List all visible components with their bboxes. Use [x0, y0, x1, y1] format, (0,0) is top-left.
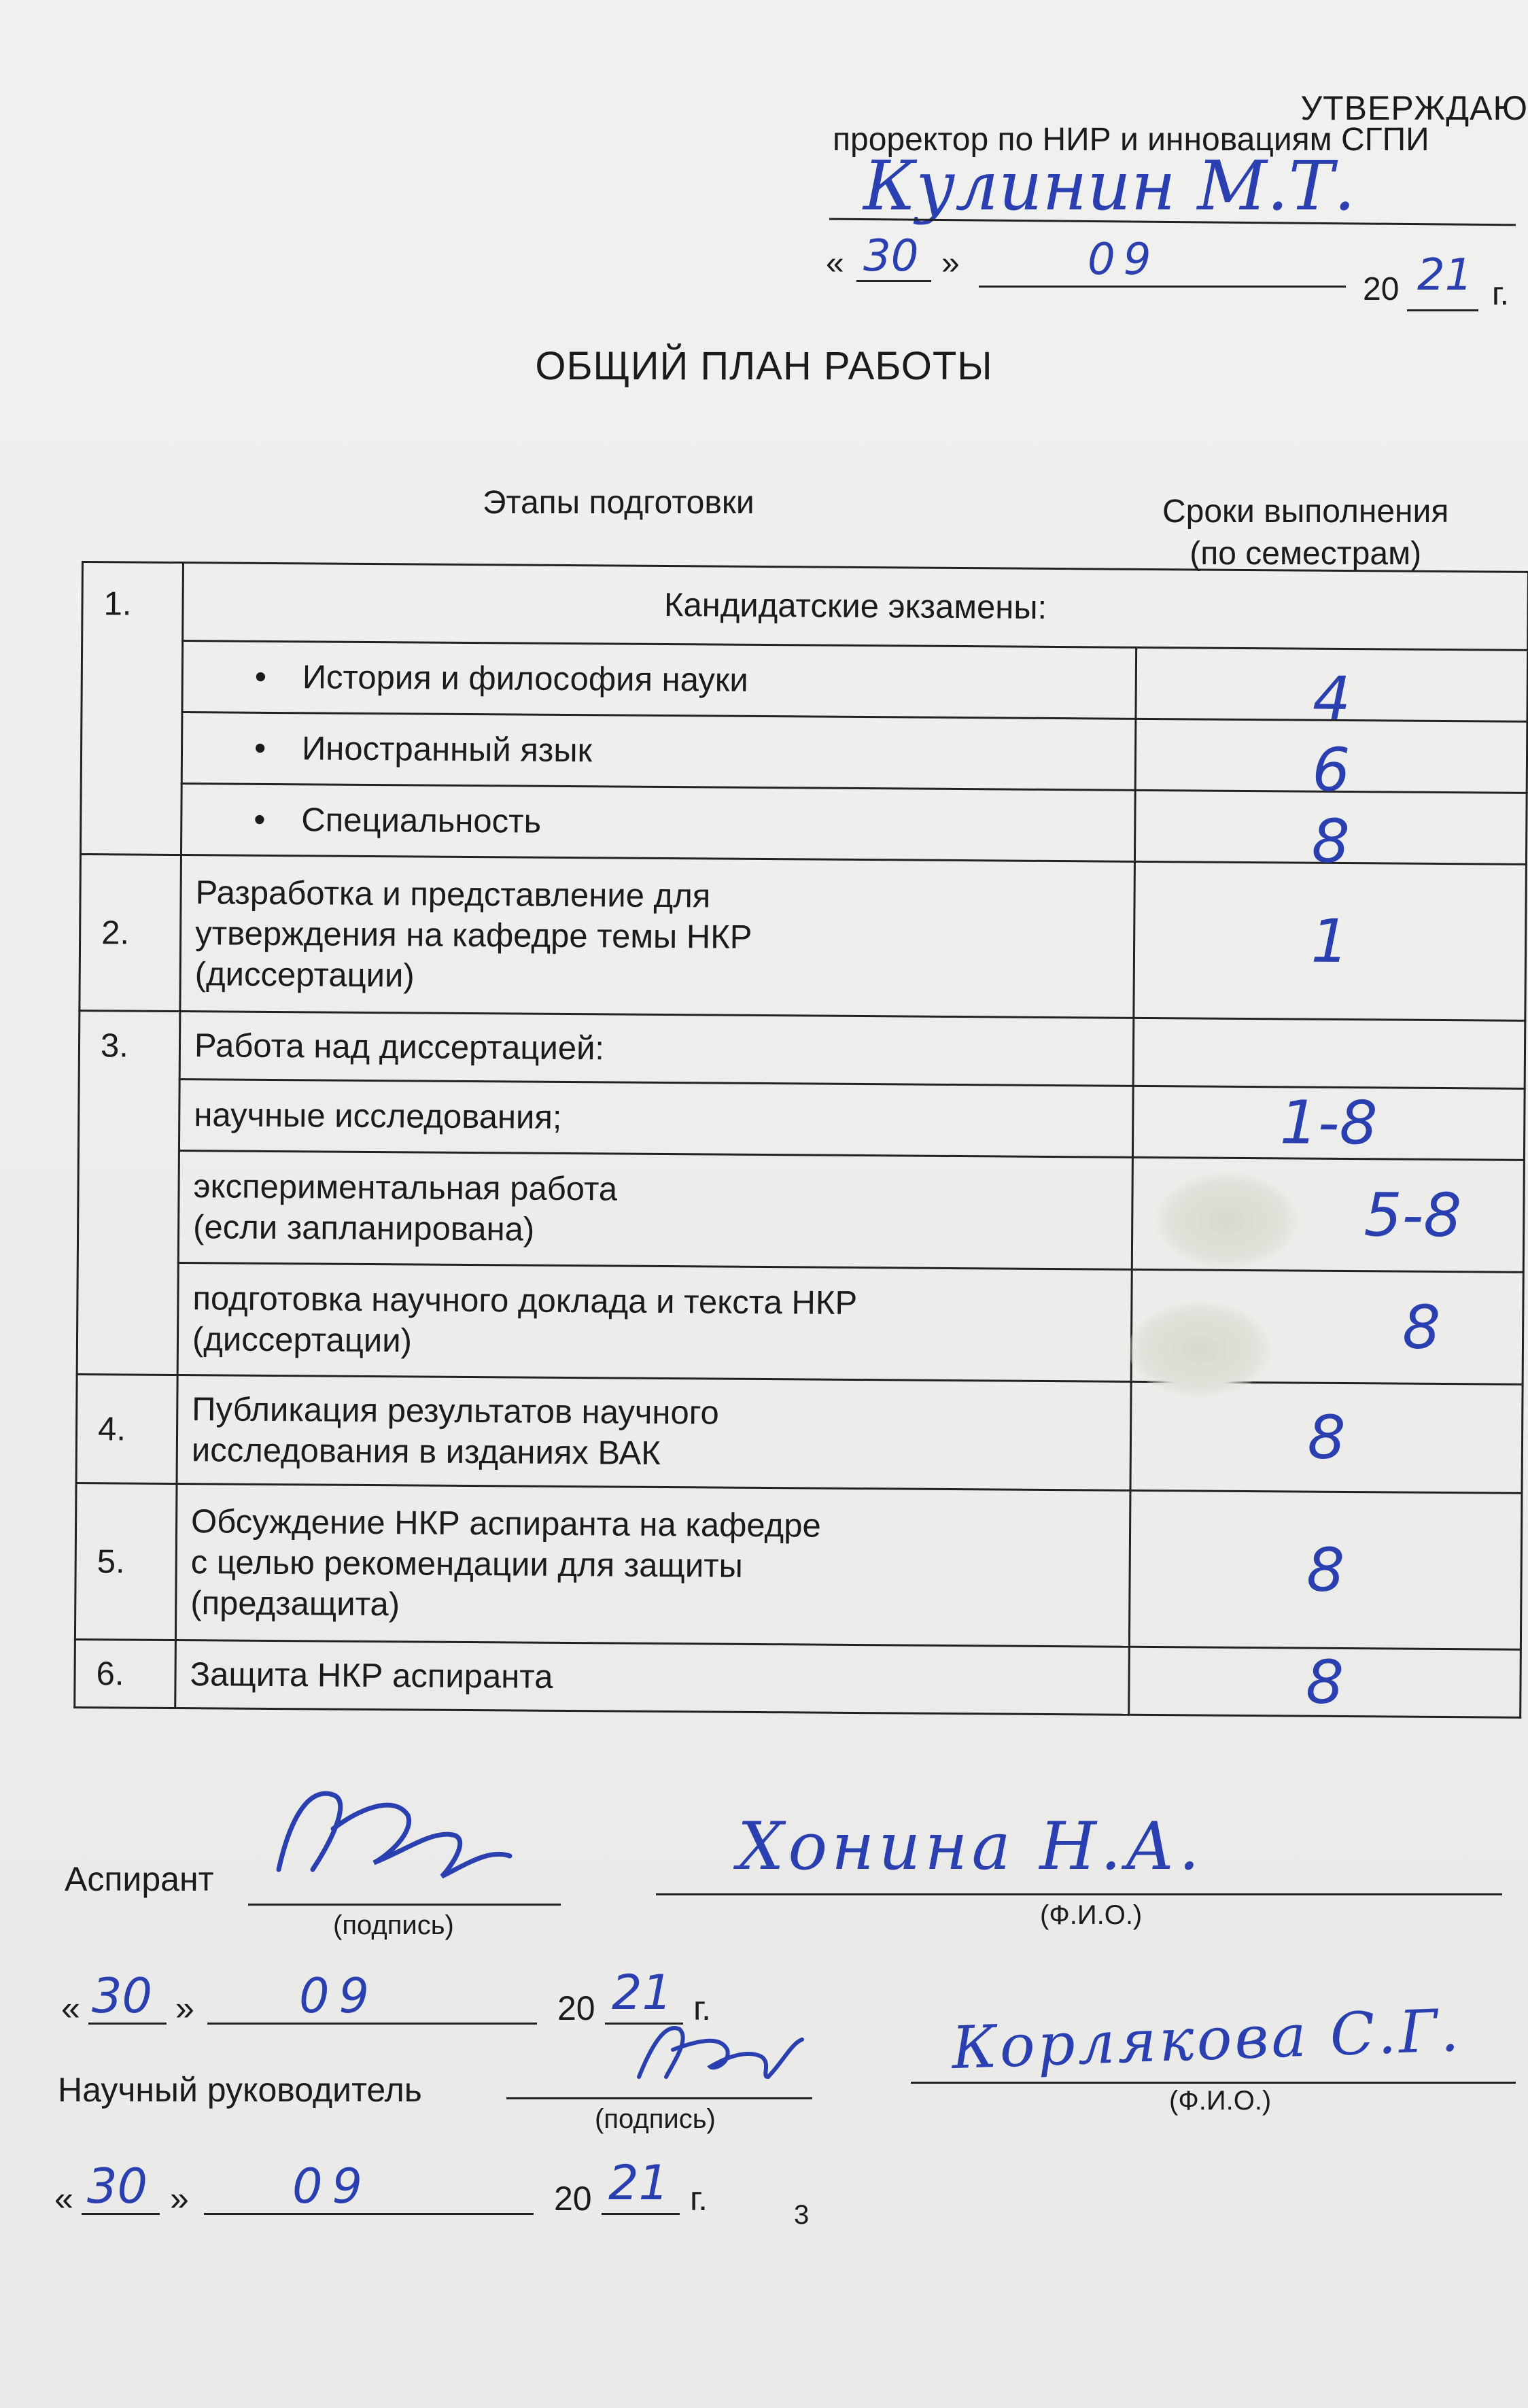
- supervisor-signature-icon: [625, 2002, 816, 2091]
- row-text: [180, 855, 1135, 1018]
- row-text-line: утверждения на кафедре темы НКР: [194, 914, 752, 956]
- aspirant-name: Хонина Н.А.: [737, 1808, 1204, 1885]
- bullet: •: [254, 729, 266, 767]
- row-text: [175, 1484, 1130, 1647]
- supervisor-name-caption: (Ф.И.О.): [1169, 2086, 1272, 2116]
- bullet: •: [254, 801, 266, 838]
- row-term: 6: [1135, 719, 1527, 793]
- supervisor-signature-line: [506, 2097, 812, 2099]
- aspirant-signature-icon: [251, 1768, 537, 1904]
- plan-title: ОБЩИЙ ПЛАН РАБОТЫ: [535, 344, 993, 388]
- bullet: •: [254, 658, 267, 695]
- aspirant-year-prefix: 20: [557, 1989, 595, 2027]
- aspirant-name-caption: (Ф.И.О.): [1040, 1900, 1143, 1930]
- row-term: 8: [1131, 1269, 1523, 1384]
- table-row: [75, 1483, 1522, 1649]
- aspirant-quote-close: »: [175, 1989, 194, 2027]
- page-number: 3: [794, 2200, 810, 2230]
- approval-quote-close: »: [941, 245, 960, 281]
- approval-year-unit: г.: [1492, 276, 1509, 312]
- row-text: [178, 1151, 1132, 1270]
- supervisor-signature-caption: (подпись): [595, 2104, 716, 2134]
- row-label: История и философия науки: [302, 659, 748, 699]
- aspirant-day: 30: [92, 1968, 153, 2024]
- row-text-line: (диссертации): [192, 1321, 413, 1360]
- table-row: [80, 855, 1527, 1021]
- row-text-line: Разработка и представление для: [195, 874, 711, 914]
- supervisor-label: Научный руководитель: [58, 2071, 422, 2109]
- aspirant-day-line: [88, 2023, 167, 2025]
- row-text: Работа над диссертацией:: [179, 1012, 1134, 1086]
- row-number: 4.: [76, 1374, 177, 1483]
- row-term: 8: [1129, 1647, 1521, 1717]
- supervisor-year-prefix: 20: [554, 2180, 592, 2218]
- column-terms-header: [1162, 491, 1448, 575]
- row-number: 2.: [80, 855, 181, 1012]
- row-text-line: Обсуждение НКР аспиранта на кафедре: [190, 1502, 821, 1545]
- row-text: Кандидатские экзамены:: [183, 563, 1528, 651]
- supervisor-name-line: [911, 2082, 1516, 2084]
- table-row: [79, 1010, 1525, 1088]
- column-stages-header: Этапы подготовки: [483, 485, 754, 521]
- row-label: Иностранный язык: [301, 730, 593, 770]
- approval-day-line: [856, 280, 931, 282]
- row-text-line: (если запланирована): [192, 1209, 535, 1248]
- aspirant-name-line: [656, 1893, 1502, 1895]
- approval-quote-open: «: [826, 245, 844, 281]
- row-text-line: экспериментальная работа: [193, 1168, 618, 1208]
- row-text-line: исследования в изданиях ВАК: [191, 1431, 661, 1472]
- row-text-line: подготовка научного доклада и текста НКР: [192, 1280, 858, 1322]
- row-term: 8: [1134, 790, 1527, 864]
- table-row: [75, 1639, 1521, 1717]
- row-number: 6.: [75, 1639, 176, 1708]
- approval-year-line: [1407, 309, 1478, 311]
- column-terms-line1: Сроки выполнения: [1162, 494, 1449, 530]
- row-number: 5.: [75, 1483, 177, 1640]
- row-text: [181, 784, 1135, 862]
- row-text-line: с целью рекомендации для защиты: [190, 1543, 744, 1585]
- row-text-line: Публикация результатов научного: [192, 1390, 719, 1432]
- approval-month: 09: [1088, 235, 1160, 285]
- row-term: [1133, 1018, 1525, 1088]
- supervisor-year-unit: г.: [690, 2180, 708, 2218]
- row-text: [177, 1263, 1132, 1382]
- supervisor-month-line: [204, 2213, 534, 2215]
- aspirant-label: Аспирант: [65, 1860, 214, 1898]
- aspirant-month-line: [207, 2023, 537, 2025]
- approval-position: проректор по НИР и инновациям СГПИ: [833, 122, 1429, 158]
- table-row: [77, 1262, 1523, 1384]
- supervisor-day-line: [82, 2213, 160, 2215]
- correction-smudge: [1156, 1173, 1298, 1268]
- row-term: 8: [1129, 1490, 1522, 1649]
- approval-month-line: [979, 286, 1346, 288]
- row-text: [182, 641, 1136, 719]
- table-row: [77, 1150, 1524, 1272]
- supervisor-year-line: [602, 2213, 680, 2215]
- row-term: 5-8: [1132, 1157, 1524, 1272]
- approval-signature: Кулинин М.Т.: [863, 146, 1356, 226]
- approval-year-prefix: 20: [1363, 271, 1400, 307]
- row-term: 1: [1134, 861, 1527, 1020]
- row-number: 1.: [80, 562, 183, 855]
- row-number: 3.: [77, 1010, 180, 1375]
- supervisor-quote-open: «: [54, 2180, 73, 2218]
- row-text-line: (диссертации): [194, 955, 415, 994]
- column-terms-line2: (по семестрам): [1190, 536, 1422, 572]
- plan-table: [73, 561, 1528, 1719]
- approval-title: УТВЕРЖДАЮ: [1300, 89, 1528, 127]
- table-row: [82, 562, 1528, 651]
- row-text: [177, 1375, 1131, 1491]
- aspirant-signature-caption: (подпись): [333, 1910, 454, 1940]
- supervisor-year-suffix: 21: [608, 2155, 670, 2211]
- table-row: [78, 1078, 1525, 1160]
- aspirant-month: 09: [299, 1968, 379, 2024]
- row-term: 4: [1136, 647, 1528, 721]
- aspirant-signature-line: [248, 1904, 561, 1906]
- row-text: научные исследования;: [179, 1080, 1133, 1158]
- supervisor-month: 09: [292, 2158, 372, 2214]
- row-term: 8: [1130, 1381, 1523, 1493]
- table-row: [76, 1374, 1523, 1493]
- supervisor-day: 30: [87, 2158, 148, 2214]
- aspirant-year-unit: г.: [693, 1989, 712, 2027]
- row-text: [181, 712, 1136, 791]
- supervisor-quote-close: »: [170, 2180, 189, 2218]
- aspirant-year-suffix: 21: [612, 1965, 673, 2020]
- row-text: Защита НКР аспиранта: [175, 1640, 1130, 1715]
- supervisor-name: Корлякова С.Г.: [950, 1996, 1463, 2083]
- row-label: Специальность: [301, 802, 542, 840]
- correction-smudge: [1128, 1302, 1271, 1397]
- table-row: [80, 783, 1527, 865]
- approval-year-suffix: 21: [1417, 250, 1473, 300]
- aspirant-quote-open: «: [61, 1989, 80, 2027]
- row-term: 1-8: [1132, 1086, 1525, 1160]
- table-row: [82, 640, 1528, 722]
- row-text-line: (предзащита): [190, 1584, 400, 1623]
- table-row: [81, 712, 1527, 793]
- approval-day: 30: [863, 231, 919, 281]
